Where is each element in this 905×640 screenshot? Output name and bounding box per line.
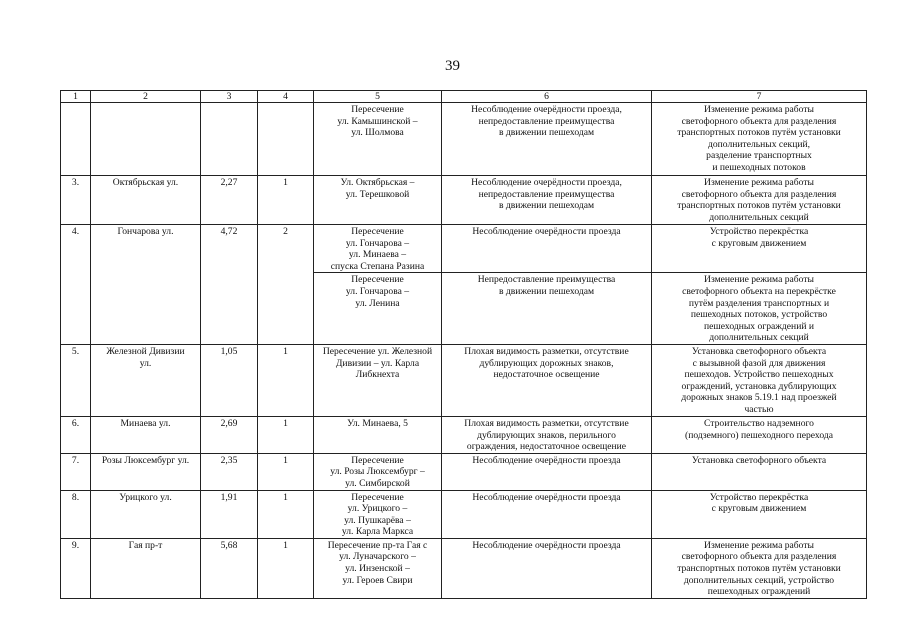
street-name-cell [91,538,201,598]
column-number-cell: 6 [442,91,652,103]
location-text: Пересечение пр-та Гая с ул. Луначарского – ул. Инзенской – ул. Героев Свири [327,539,428,586]
column-number-row [61,91,867,103]
count-cell [258,416,314,453]
problem-text: Несоблюдение очерёдности проезда [472,539,621,551]
page-number: 39 [445,58,460,74]
street-name-cell [91,176,201,225]
street-name-text: Железной Дивизии ул. [106,345,185,369]
measure-text: Изменение режима работы светофорного объекта для разделения транспортных потоков путём установки дополнительных секций, разделение транспортных и пешеходных потоков [677,104,841,173]
measure-cell [652,225,867,273]
row-number-cell [61,453,91,490]
location-text: Ул. Минаева, 5 [347,417,408,429]
measure-text: Устройство перекрёстка с круговым движением [709,491,809,515]
problem-cell [442,416,652,453]
count-text: 1 [283,177,288,188]
measure-cell [652,416,867,453]
row-number-cell [61,416,91,453]
measure-text: Изменение режима работы светофорного объекта на перекрёстке путём разделения транспортных и пешеходных потоков, устройство пешеходных ограждений и дополнительных секций [682,274,836,344]
measure-text: Строительство надземного (подземного) пешеходного перехода [685,417,833,441]
row-number-cell [61,344,91,416]
count-text: 1 [283,491,288,503]
location-text: Пересечение ул. Железной Дивизии – ул. Карла Либкнехта [322,345,433,381]
location-text: Пересечение ул. Урицкого – ул. Пушкарёва – ул. Карла Маркса [341,491,414,538]
count-cell [258,176,314,225]
problem-text: Несоблюдение очерёдности проезда [472,226,621,237]
count-text: 1 [283,539,288,551]
row-number-text: 9. [71,539,80,551]
street-name-cell [91,344,201,416]
measure-text: Изменение режима работы светофорного объекта для разделения транспортных потоков путём установки дополнительных секций [677,177,841,223]
column-number-cell: 5 [314,91,442,103]
table-body [61,91,867,599]
location-cell [314,176,442,225]
column-number-cell: 4 [258,91,314,103]
count-cell [258,344,314,416]
street-name-cell [91,453,201,490]
location-cell [314,344,442,416]
count-cell [258,225,314,345]
column-number-cell: 3 [201,91,258,103]
street-name-cell [91,225,201,345]
row-number-text: 3. [71,177,80,188]
count-cell [258,103,314,176]
street-name-cell [91,103,201,176]
row-number-cell [61,490,91,538]
problem-cell [442,273,652,345]
street-name-text: Минаева ул. [120,417,171,429]
problem-text: Плохая видимость разметки, отсутствие дублирующих дорожных знаков, недостаточное освещение [464,345,629,381]
measure-cell [652,176,867,225]
length-km-text: 1,91 [220,491,238,503]
length-km-cell [201,453,258,490]
length-km-text: 2,27 [220,177,238,188]
location-text: Ул. Октябрьская – ул. Терешковой [340,177,415,200]
street-name-text: Розы Люксембург ул. [101,454,190,466]
column-number-cell: 7 [652,91,867,103]
length-km-cell [201,176,258,225]
measure-text: Изменение режима работы светофорного объекта для разделения транспортных потоков путём установки дополнительных секций, устройство пешеходных ограждений [677,539,841,598]
problem-cell [442,490,652,538]
length-km-cell [201,416,258,453]
length-km-text: 2,35 [220,454,238,466]
location-text: Пересечение ул. Гончарова – ул. Ленина [345,274,410,309]
street-name-cell [91,490,201,538]
location-text: Пересечение ул. Камышинской – ул. Шолмова [337,104,418,139]
row-number-text: 4. [71,226,80,237]
problem-text: Несоблюдение очерёдности проезда [472,491,621,503]
count-text: 1 [283,454,288,466]
column-number-cell: 1 [61,91,91,103]
row-number-text: 6. [71,417,80,429]
road-safety-table [60,90,867,599]
street-name-text: Гая пр-т [128,539,163,551]
problem-cell [442,538,652,598]
location-cell [314,490,442,538]
problem-cell [442,176,652,225]
problem-text: Несоблюдение очерёдности проезда [472,454,621,466]
problem-cell [442,453,652,490]
count-cell [258,538,314,598]
location-text: Пересечение ул. Гончарова – ул. Минаева – спуска Степана Разина [330,226,425,272]
row-number-cell [61,103,91,176]
count-text: 2 [283,226,288,237]
measure-cell [652,453,867,490]
length-km-text: 4,72 [220,226,238,237]
table-row [61,538,867,598]
problem-text: Плохая видимость разметки, отсутствие дублирующих знаков, перильного ограждения, недостаточное освещение [464,417,629,453]
length-km-text: 2,69 [220,417,238,429]
problem-text: Несоблюдение очерёдности проезда, непредоставление преимущества в движении пешеходам [471,104,622,139]
measure-cell [652,344,867,416]
table-row [61,103,867,176]
measure-text: Устройство перекрёстка с круговым движением [709,226,809,249]
table-row [61,490,867,538]
length-km-cell [201,344,258,416]
street-name-text: Октябрьская ул. [112,177,179,188]
length-km-text: 1,05 [220,345,238,357]
location-cell [314,225,442,273]
column-number-cell: 2 [91,91,201,103]
count-text: 1 [283,417,288,429]
problem-cell [442,103,652,176]
count-text: 1 [283,345,288,357]
measure-cell [652,273,867,345]
location-cell [314,538,442,598]
location-cell [314,453,442,490]
measure-cell [652,490,867,538]
location-text: Пересечение ул. Розы Люксембург – ул. Симбирской [330,454,425,489]
measure-cell [652,538,867,598]
row-number-cell [61,538,91,598]
length-km-text: 5,68 [220,539,238,551]
length-km-cell [201,538,258,598]
street-name-text: Урицкого ул. [119,491,172,503]
row-number-cell [61,225,91,345]
problem-text: Непредоставление преимущества в движении пешеходам [477,274,616,297]
street-name-text: Гончарова ул. [117,226,174,237]
street-name-cell [91,416,201,453]
table-row [61,176,867,225]
length-km-cell [201,490,258,538]
row-number-text: 5. [71,345,80,357]
location-cell [314,273,442,345]
table-row [61,225,867,273]
measure-text: Установка светофорного объекта [691,454,827,466]
table-row [61,344,867,416]
length-km-cell [201,103,258,176]
measure-cell [652,103,867,176]
table-row [61,416,867,453]
row-number-text: 8. [71,491,80,503]
location-cell [314,416,442,453]
row-number-cell [61,176,91,225]
table-row [61,453,867,490]
count-cell [258,490,314,538]
location-cell [314,103,442,176]
problem-text: Несоблюдение очерёдности проезда, непредоставление преимущества в движении пешеходам [471,177,622,212]
problem-cell [442,225,652,273]
problem-cell [442,344,652,416]
length-km-cell [201,225,258,345]
measure-text: Установка светофорного объекта с вызывной фазой для движения пешеходов. Устройство пешеходных ограждений, установка дублирующих дорожных знаков 5.19.1 над проезжей частью [681,345,837,415]
count-cell [258,453,314,490]
row-number-text: 7. [71,454,80,466]
